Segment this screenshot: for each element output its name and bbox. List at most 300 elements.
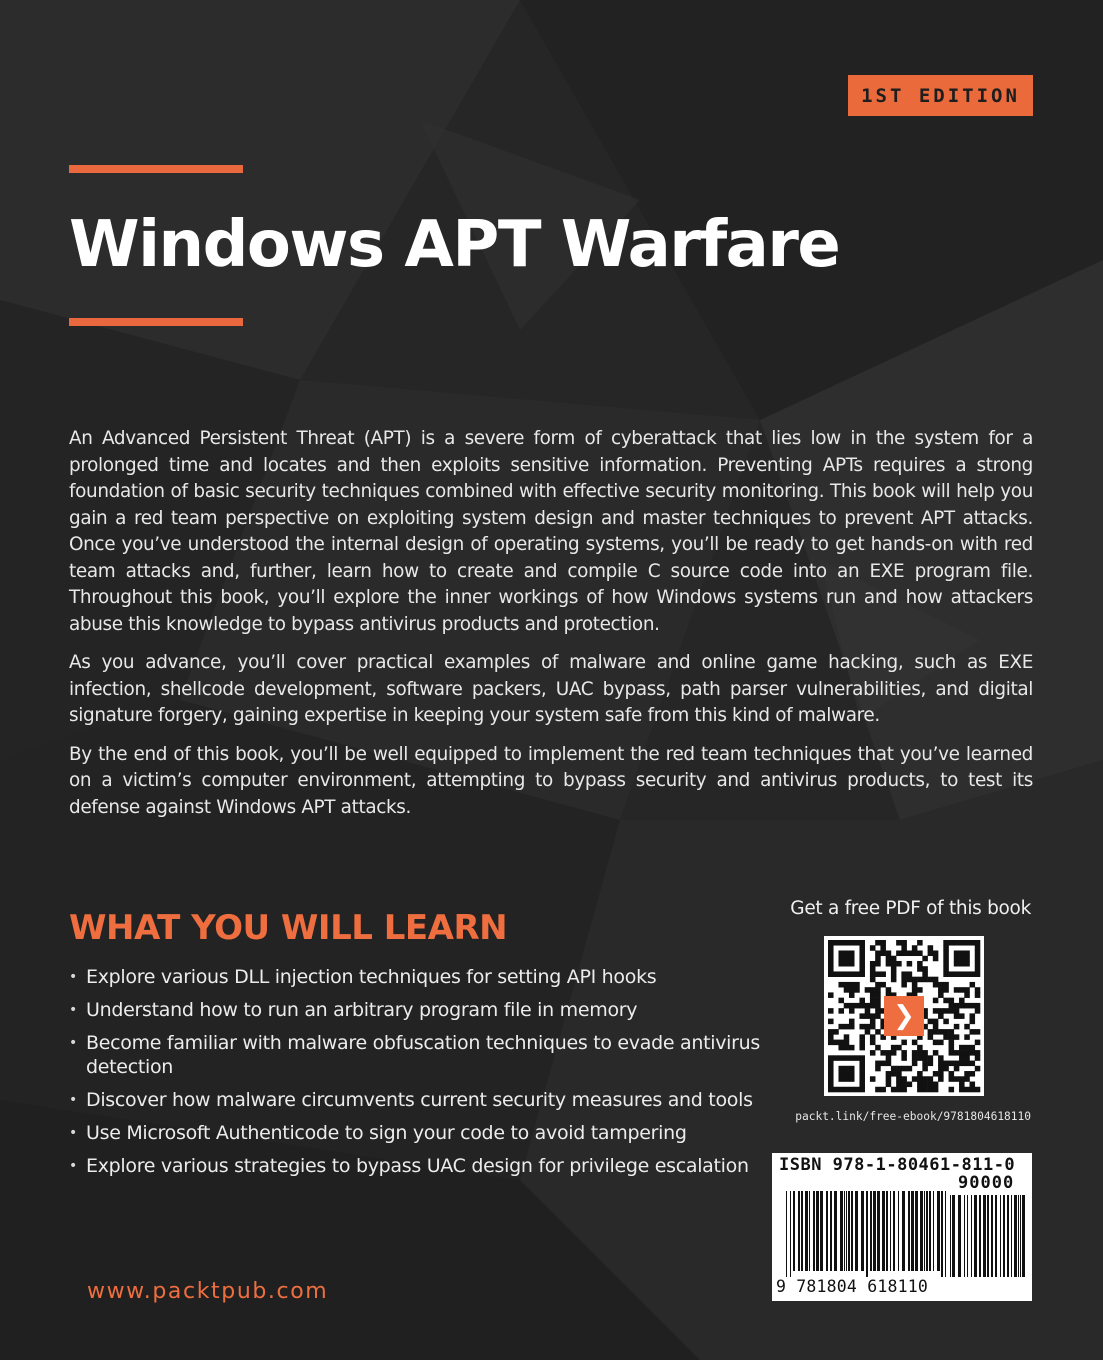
qr-module (964, 961, 970, 967)
qr-module (870, 961, 876, 967)
qr-module (970, 1087, 976, 1093)
qr-module (844, 1066, 850, 1072)
qr-module (912, 987, 918, 993)
qr-module (875, 992, 881, 998)
barcode-bar (933, 1191, 934, 1271)
qr-module (975, 992, 981, 998)
qr-module (896, 1045, 902, 1051)
qr-module (933, 956, 939, 962)
qr-module (886, 1076, 892, 1082)
qr-module (901, 1076, 907, 1082)
qr-module (964, 1071, 970, 1077)
qr-module (896, 1066, 902, 1072)
qr-module (954, 1008, 960, 1014)
qr-module (859, 1082, 865, 1088)
qr-module (928, 1034, 934, 1040)
qr-module (943, 1029, 949, 1035)
qr-module (849, 982, 855, 988)
qr-module (891, 1066, 897, 1072)
qr-module (859, 998, 865, 1004)
qr-module (938, 1040, 944, 1046)
qr-module (849, 1024, 855, 1030)
qr-module (922, 977, 928, 983)
qr-module (938, 1061, 944, 1067)
qr-module (954, 1066, 960, 1072)
free-pdf-url[interactable]: packt.link/free-ebook/9781804618110 (795, 1110, 1031, 1123)
qr-module (838, 1040, 844, 1046)
qr-module (870, 1040, 876, 1046)
qr-module (959, 987, 965, 993)
qr-module (828, 1071, 834, 1077)
qr-module (975, 1050, 981, 1056)
qr-module (859, 940, 865, 946)
description-paragraph: As you advance, you’ll cover practical examples of malware and online game hacking, such as EXE infection, shellcode development, software packers, UAC bypass, path parser vulnerabilities, and digital signature forgery, gaining expertise in keeping your system safe from this kind of malware. (69, 652, 1033, 726)
qr-module (964, 1055, 970, 1061)
qr-module (838, 1024, 844, 1030)
bullet-icon: • (69, 1035, 77, 1051)
barcode-bar (1007, 1195, 1009, 1277)
barcode-bar (898, 1191, 899, 1271)
qr-module (970, 1019, 976, 1025)
qr-module (880, 971, 886, 977)
qr-module (880, 950, 886, 956)
qr-module (875, 1013, 881, 1019)
qr-module (912, 945, 918, 951)
qr-module (943, 1066, 949, 1072)
qr-module (964, 956, 970, 962)
qr-module (954, 940, 960, 946)
qr-module (959, 940, 965, 946)
learn-item (69, 1088, 769, 1112)
qr-module (964, 1076, 970, 1082)
qr-module (933, 1008, 939, 1014)
qr-module (964, 992, 970, 998)
qr-module (949, 1003, 955, 1009)
title-rule-bottom (69, 318, 243, 326)
qr-module (949, 1008, 955, 1014)
qr-module (833, 940, 839, 946)
qr-module (849, 992, 855, 998)
qr-module (844, 1045, 850, 1051)
qr-module (828, 1029, 834, 1035)
barcode-bar (958, 1195, 961, 1277)
qr-module (964, 971, 970, 977)
barcode-bar (1000, 1195, 1001, 1277)
qr-module (901, 1082, 907, 1088)
qr-module (938, 987, 944, 993)
qr-module (844, 950, 850, 956)
qr-module (849, 1087, 855, 1093)
qr-module (870, 971, 876, 977)
qr-module (922, 1050, 928, 1056)
qr-module (928, 950, 934, 956)
barcode-bar (826, 1191, 828, 1271)
qr-module (975, 1087, 981, 1093)
barcode-bar (877, 1191, 880, 1271)
barcode-bar (830, 1191, 832, 1271)
qr-module (870, 945, 876, 951)
qr-module (828, 961, 834, 967)
qr-module (875, 961, 881, 967)
qr-module (943, 1019, 949, 1025)
barcode-bar (848, 1191, 850, 1271)
qr-module (870, 977, 876, 983)
qr-module (954, 1061, 960, 1067)
qr-module (949, 1034, 955, 1040)
qr-module (875, 1066, 881, 1072)
qr-module (970, 971, 976, 977)
qr-module (838, 1055, 844, 1061)
qr-module (901, 945, 907, 951)
qr-module (938, 1071, 944, 1077)
qr-module (917, 987, 923, 993)
qr-module (959, 961, 965, 967)
qr-module (922, 1082, 928, 1088)
qr-module (896, 1082, 902, 1088)
qr-module (901, 940, 907, 946)
qr-module (970, 1029, 976, 1035)
qr-module (870, 1034, 876, 1040)
qr-module (880, 1050, 886, 1056)
qr-module (891, 1087, 897, 1093)
qr-module (949, 971, 955, 977)
qr-module (943, 987, 949, 993)
learn-item-text: Discover how malware circumvents current security measures and tools (86, 1089, 753, 1111)
qr-module (964, 1024, 970, 1030)
barcode-bar (1011, 1195, 1012, 1277)
qr-module (828, 1019, 834, 1025)
barcode-bar (886, 1191, 888, 1271)
qr-module (975, 1055, 981, 1061)
qr-module (975, 971, 981, 977)
qr-module (844, 982, 850, 988)
qr-module (833, 971, 839, 977)
qr-module (859, 1045, 865, 1051)
qr-module (970, 1050, 976, 1056)
qr-module (922, 1087, 928, 1093)
learn-item-text: Explore various strategies to bypass UAC design for privilege escalation (86, 1155, 749, 1177)
qr-module (975, 945, 981, 951)
qr-module (849, 1076, 855, 1082)
qr-module (928, 1087, 934, 1093)
qr-module (849, 987, 855, 993)
barcode-bar (995, 1195, 997, 1277)
barcode-bar (855, 1191, 858, 1271)
qr-module (933, 1050, 939, 1056)
qr-module (938, 1055, 944, 1061)
qr-module (959, 1061, 965, 1067)
qr-module (896, 1071, 902, 1077)
barcode-bar (786, 1191, 787, 1277)
barcode-bar (840, 1191, 843, 1271)
qr-module (859, 945, 865, 951)
price-code: 90000 (958, 1173, 1015, 1193)
qr-module (975, 1066, 981, 1072)
qr-module (833, 1087, 839, 1093)
learn-item (69, 1154, 769, 1178)
qr-module (886, 961, 892, 967)
qr-module (870, 966, 876, 972)
qr-module (875, 982, 881, 988)
qr-module (844, 987, 850, 993)
learn-item (69, 1121, 769, 1145)
qr-module (849, 1066, 855, 1072)
barcode-bar (950, 1195, 951, 1277)
barcode-bar (809, 1191, 810, 1271)
qr-module (912, 1076, 918, 1082)
qr-module (954, 1003, 960, 1009)
qr-module (959, 1013, 965, 1019)
qr-module (954, 971, 960, 977)
qr-module (828, 950, 834, 956)
qr-module (870, 1003, 876, 1009)
qr-module (922, 1061, 928, 1067)
qr-module (928, 1019, 934, 1025)
qr-module (901, 1040, 907, 1046)
qr-module (854, 1055, 860, 1061)
qr-module (849, 950, 855, 956)
qr-module (943, 971, 949, 977)
qr-module (970, 1071, 976, 1077)
qr-module (933, 998, 939, 1004)
qr-module (917, 977, 923, 983)
qr-module (859, 1003, 865, 1009)
website-link[interactable]: www.packtpub.com (87, 1279, 329, 1304)
qr-module (943, 982, 949, 988)
qr-module (917, 961, 923, 967)
qr-module (849, 1019, 855, 1025)
packt-logo-icon: ❯ (884, 996, 924, 1036)
qr-module (917, 1071, 923, 1077)
qr-module (833, 1055, 839, 1061)
qr-module (959, 998, 965, 1004)
qr-module (901, 1055, 907, 1061)
qr-module (928, 1029, 934, 1035)
qr-module (891, 1071, 897, 1077)
barcode-bar (1020, 1195, 1021, 1277)
qr-module (964, 1061, 970, 1067)
qr-module (854, 987, 860, 993)
qr-module (875, 940, 881, 946)
barcode-bar (1003, 1195, 1005, 1277)
qr-module (964, 1045, 970, 1051)
qr-module (954, 950, 960, 956)
qr-module (875, 956, 881, 962)
barcode-bar (911, 1191, 914, 1271)
barcode-bar (873, 1191, 876, 1271)
qr-module (886, 1071, 892, 1077)
qr-module (933, 1071, 939, 1077)
barcode-bar (861, 1191, 864, 1271)
qr-module (891, 977, 897, 983)
bullet-icon: • (69, 1092, 77, 1108)
qr-module (880, 982, 886, 988)
qr-module (828, 992, 834, 998)
qr-module (949, 998, 955, 1004)
qr-module (912, 1061, 918, 1067)
qr-module (859, 1055, 865, 1061)
qr-module (849, 1045, 855, 1051)
qr-module (949, 1040, 955, 1046)
qr-module (912, 982, 918, 988)
edition-badge: 1ST EDITION (848, 75, 1033, 116)
qr-module (975, 1040, 981, 1046)
qr-module (922, 1055, 928, 1061)
qr-module (870, 998, 876, 1004)
qr-module (875, 987, 881, 993)
qr-module (828, 945, 834, 951)
qr-module (844, 1034, 850, 1040)
barcode-bar (820, 1191, 823, 1271)
qr-module (828, 966, 834, 972)
qr-module (907, 1082, 913, 1088)
qr-module (896, 1087, 902, 1093)
qr-module (891, 961, 897, 967)
qr-module (912, 977, 918, 983)
barcode-bar (929, 1191, 931, 1271)
barcode-bar (967, 1195, 968, 1277)
qr-module (970, 1003, 976, 1009)
qr-module (917, 1082, 923, 1088)
barcode-bar (834, 1191, 837, 1271)
qr-module (901, 1066, 907, 1072)
qr-module (954, 956, 960, 962)
barcode-bar (983, 1195, 986, 1277)
barcode-bar (816, 1191, 819, 1271)
learn-item (69, 965, 769, 989)
qr-module (970, 940, 976, 946)
barcode-bar (851, 1191, 853, 1271)
qr-module (844, 1003, 850, 1009)
qr-module (844, 961, 850, 967)
qr-module (886, 1055, 892, 1061)
barcode-bar (915, 1191, 918, 1271)
qr-module (959, 956, 965, 962)
qr-module (938, 992, 944, 998)
qr-module (838, 1008, 844, 1014)
barcode-bar (805, 1191, 808, 1271)
qr-module (859, 956, 865, 962)
qr-module (849, 1055, 855, 1061)
qr-code[interactable] (824, 936, 984, 1096)
qr-module (838, 982, 844, 988)
qr-module (928, 945, 934, 951)
qr-module (859, 1076, 865, 1082)
qr-module (865, 987, 871, 993)
qr-module (970, 1013, 976, 1019)
qr-module (854, 1003, 860, 1009)
qr-module (949, 940, 955, 946)
qr-module (870, 1024, 876, 1030)
barcode-bar (991, 1195, 993, 1277)
qr-module (886, 956, 892, 962)
learn-item-text: Become familiar with malware obfuscation techniques to evade antivirus detection (86, 1032, 760, 1078)
qr-module (954, 961, 960, 967)
barcode-bar (974, 1195, 977, 1277)
qr-module (928, 1055, 934, 1061)
qr-module (875, 1045, 881, 1051)
qr-module (859, 966, 865, 972)
qr-module (838, 956, 844, 962)
qr-module (933, 982, 939, 988)
qr-module (849, 940, 855, 946)
barcode-bar (937, 1191, 940, 1271)
qr-module (880, 945, 886, 951)
qr-module (959, 1050, 965, 1056)
qr-module (896, 1076, 902, 1082)
qr-module (938, 982, 944, 988)
qr-module (949, 1029, 955, 1035)
qr-module (844, 956, 850, 962)
qr-module (880, 1087, 886, 1093)
qr-module (886, 987, 892, 993)
qr-module (886, 1082, 892, 1088)
barcode-addon-bars (950, 1195, 1026, 1277)
qr-module (933, 1024, 939, 1030)
qr-module (949, 1071, 955, 1077)
barcode-bar (882, 1191, 885, 1271)
qr-module (975, 1008, 981, 1014)
qr-module (912, 1055, 918, 1061)
isbn-barcode (772, 1153, 1032, 1301)
qr-module (891, 1050, 897, 1056)
qr-module (970, 982, 976, 988)
qr-module (870, 1019, 876, 1025)
qr-module (838, 971, 844, 977)
learn-item-text: Understand how to run an arbitrary program file in memory (86, 999, 638, 1021)
qr-module (870, 992, 876, 998)
barcode-bar (870, 1191, 872, 1271)
qr-module (970, 1082, 976, 1088)
qr-module (828, 1034, 834, 1040)
qr-module (975, 961, 981, 967)
qr-module (875, 1087, 881, 1093)
description-paragraph: By the end of this book, you’ll be well equipped to implement the red team techniques that you’ve learned on a victim’s computer environment, attempting to bypass security and antivirus products, to test its defense against Windows APT attacks. (69, 743, 1033, 818)
qr-module (943, 961, 949, 967)
qr-module (964, 1034, 970, 1040)
barcode-bar (1018, 1195, 1019, 1277)
qr-module (865, 1003, 871, 1009)
barcode-bar (964, 1195, 965, 1277)
barcode-bar (952, 1195, 955, 1277)
qr-module (854, 971, 860, 977)
qr-module (865, 1008, 871, 1014)
qr-module (922, 1076, 928, 1082)
qr-module (907, 950, 913, 956)
qr-module (975, 1029, 981, 1035)
qr-module (975, 950, 981, 956)
qr-module (943, 940, 949, 946)
bullet-icon: • (69, 1002, 77, 1018)
qr-module (912, 950, 918, 956)
qr-module (907, 1066, 913, 1072)
qr-module (917, 1076, 923, 1082)
qr-module (954, 1050, 960, 1056)
qr-module (875, 1061, 881, 1067)
qr-module (943, 956, 949, 962)
qr-module (949, 1050, 955, 1056)
qr-module (833, 1040, 839, 1046)
qr-module (975, 966, 981, 972)
qr-module (907, 961, 913, 967)
qr-module (896, 940, 902, 946)
qr-module (949, 1087, 955, 1093)
book-title: Windows APT Warfare (69, 208, 840, 282)
qr-module (859, 1040, 865, 1046)
learn-item-text: Use Microsoft Authenticode to sign your code to avoid tampering (86, 1122, 687, 1144)
qr-module (833, 1029, 839, 1035)
qr-module (954, 1013, 960, 1019)
